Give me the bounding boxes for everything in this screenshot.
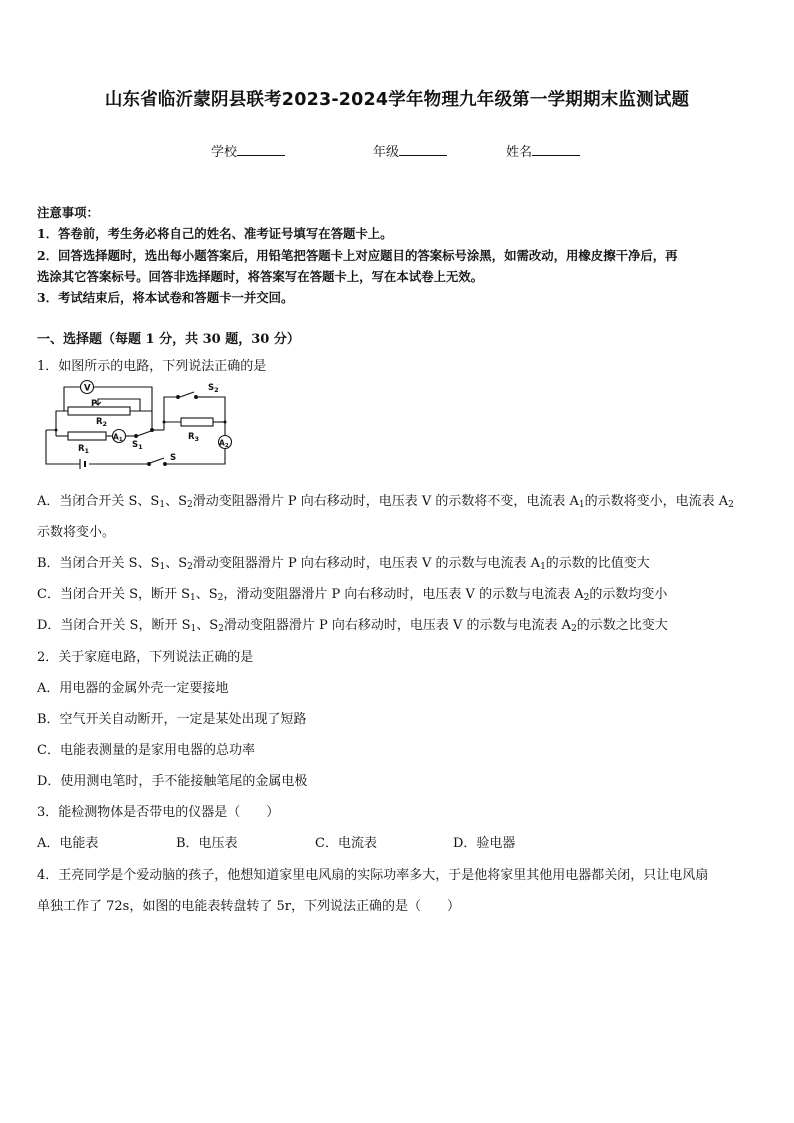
school-field[interactable] bbox=[211, 141, 285, 160]
grade-label: 年级 bbox=[373, 145, 400, 160]
switch-s2-label: $S_2$ bbox=[208, 383, 219, 394]
page-title: 山东省临沂蒙阴县联考2023-2024学年物理九年级第一学期期末监测试题 bbox=[104, 90, 690, 110]
notice-item-1: 1．答卷前，考生务必将自己的姓名、准考证号填写在答题卡上。 bbox=[37, 226, 393, 241]
q3-option-c: C．电流表 bbox=[315, 836, 377, 851]
r2-label: $R_2$ bbox=[96, 417, 108, 428]
name-field[interactable] bbox=[506, 141, 580, 160]
r3-label: $R_3$ bbox=[188, 432, 200, 443]
switch-s-label: S bbox=[170, 453, 177, 463]
section-heading: 一、选择题（每题 1 分，共 30 题，30 分） bbox=[37, 332, 300, 347]
grade-blank[interactable] bbox=[399, 143, 447, 156]
q1-option-d: D．当闭合开关 S，断开 $S_1$、$S_2$滑动变阻器滑片 P 向右移动时，电压表 V 的示数与电流表 $A_2$的示数之比变大 bbox=[37, 618, 668, 634]
q2-option-b: B．空气开关自动断开，一定是某处出现了短路 bbox=[37, 712, 307, 727]
q1-option-a: A．当闭合开关 S、$S_1$、$S_2$滑动变阻器滑片 P 向右移动时，电压表 V 的示数将不变，电流表 $A_1$的示数将变小，电流表 $A_2$ bbox=[37, 494, 734, 510]
notice-item-2-cont: 选涂其它答案标号。回答非选择题时，将答案写在答题卡上，写在本试卷上无效。 bbox=[37, 269, 484, 284]
q2-option-d: D．使用测电笔时，手不能接触笔尾的金属电极 bbox=[37, 774, 308, 789]
r1-label: $R_1$ bbox=[78, 444, 90, 455]
q1-option-b: B．当闭合开关 S、$S_1$、$S_2$滑动变阻器滑片 P 向右移动时，电压表 V 的示数与电流表 $A_1$的示数的比值变大 bbox=[37, 556, 650, 572]
slider-label: P bbox=[91, 399, 98, 409]
question-3-stem: 3．能检测物体是否带电的仪器是（ ） bbox=[37, 805, 280, 820]
name-label: 姓名 bbox=[506, 145, 533, 160]
q2-option-a: A．用电器的金属外壳一定要接地 bbox=[37, 681, 229, 696]
notice-heading: 注意事项： bbox=[37, 205, 99, 220]
grade-field[interactable] bbox=[373, 141, 447, 160]
notice-item-2: 2．回答选择题时，选出每小题答案后，用铅笔把答题卡上对应题目的答案标号涂黑，如需改动，用橡皮擦干净后，再 bbox=[37, 248, 678, 263]
q3-option-b: B．电压表 bbox=[176, 836, 238, 851]
question-4-stem-cont: 单独工作了 72s，如图的电能表转盘转了 5r，下列说法正确的是（ ） bbox=[37, 899, 460, 914]
q1-option-a-cont: 示数将变小。 bbox=[37, 525, 116, 540]
question-1-stem: 1．如图所示的电路，下列说法正确的是 bbox=[37, 359, 267, 374]
circuit-diagram bbox=[40, 378, 240, 470]
question-2-stem: 2．关于家庭电路，下列说法正确的是 bbox=[37, 650, 254, 665]
ammeter-a2-label: $A_2$ bbox=[219, 438, 229, 449]
q3-option-d: D．验电器 bbox=[453, 836, 516, 851]
school-label: 学校 bbox=[211, 145, 238, 160]
notice-item-3: 3．考试结束后，将本试卷和答题卡一并交回。 bbox=[37, 290, 294, 305]
voltmeter-label: V bbox=[84, 383, 91, 394]
q3-option-a: A．电能表 bbox=[37, 836, 99, 851]
school-blank[interactable] bbox=[237, 143, 285, 156]
name-blank[interactable] bbox=[532, 143, 580, 156]
q1-option-c: C．当闭合开关 S，断开 $S_1$、$S_2$，滑动变阻器滑片 P 向右移动时，电压表 V 的示数与电流表 $A_2$的示数均变小 bbox=[37, 587, 668, 603]
question-4-stem: 4．王亮同学是个爱动脑的孩子，他想知道家里电风扇的实际功率多大，于是他将家里其他用电器都关闭，只让电风扇 bbox=[37, 868, 709, 883]
ammeter-a1-label: $A_1$ bbox=[113, 432, 123, 443]
q2-option-c: C．电能表测量的是家用电器的总功率 bbox=[37, 743, 255, 758]
switch-s1-label: $S_1$ bbox=[132, 440, 143, 451]
